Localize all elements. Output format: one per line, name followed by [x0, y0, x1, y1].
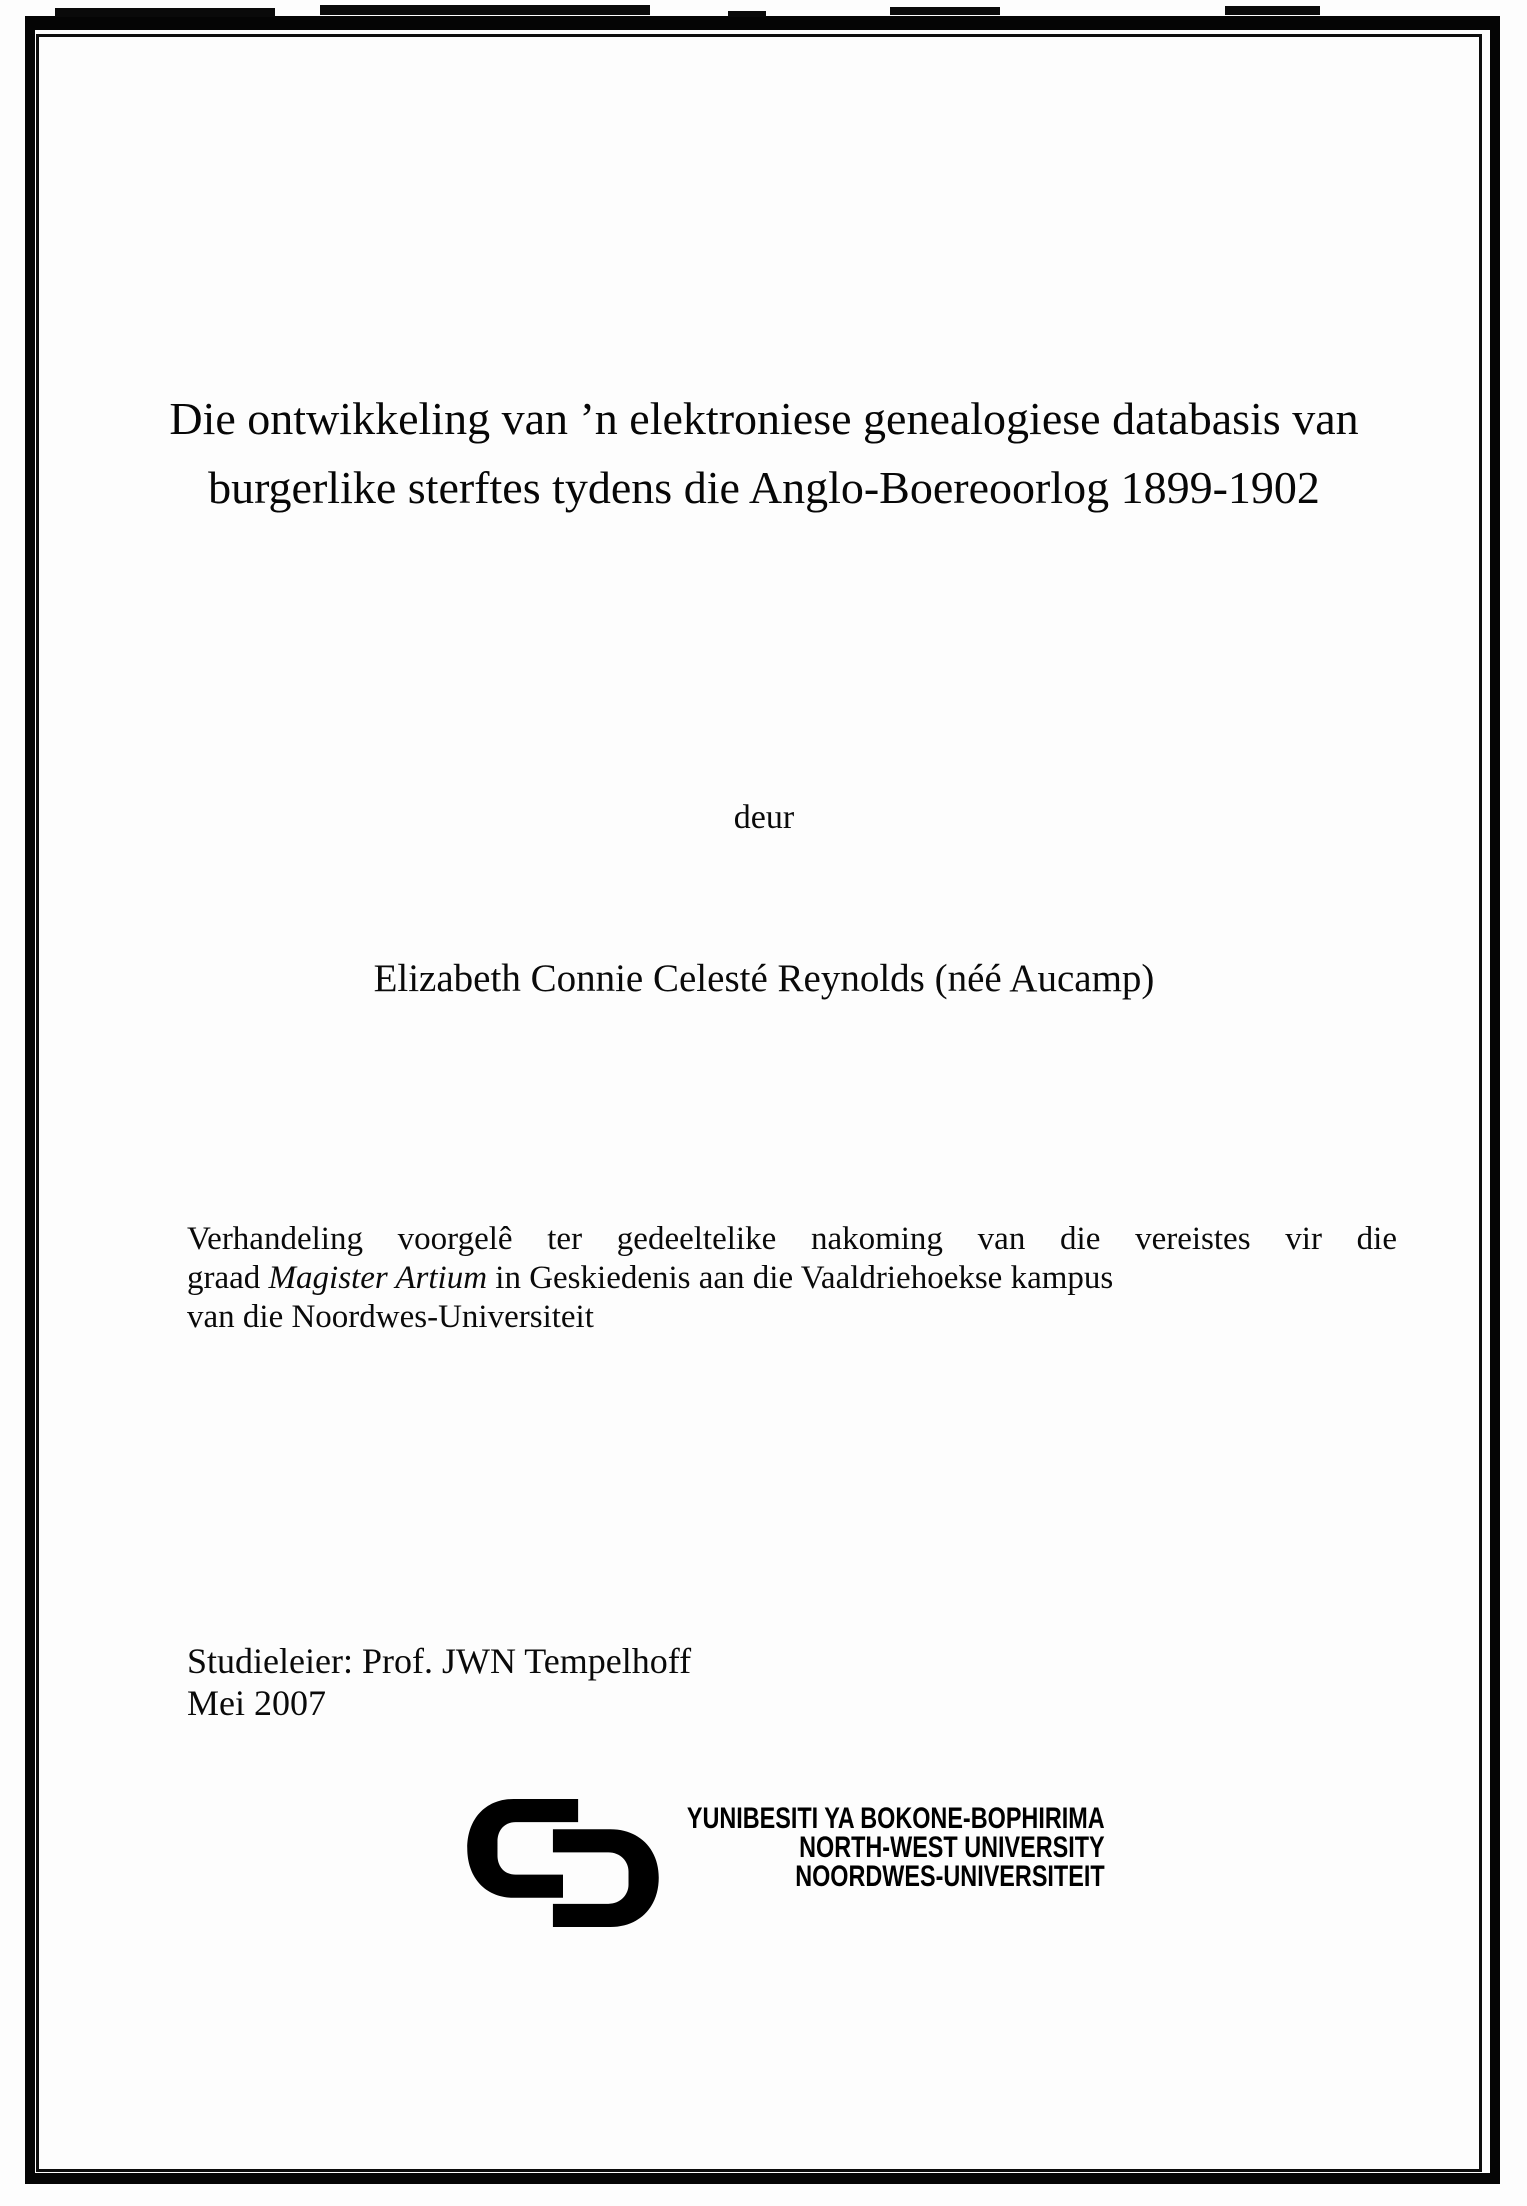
statement-degree-post: in Geskiedenis aan die Vaaldriehoekse kampus [487, 1260, 1114, 1296]
scan-artifact [55, 8, 275, 17]
author-name: Elizabeth Connie Celesté Reynolds (néé Aucamp) [373, 957, 1155, 1000]
supervisor-block [187, 1640, 1087, 1724]
supervisor-line: Studieleier: Prof. JWN Tempelhoff [187, 1641, 692, 1681]
statement-degree-pre: graad [187, 1260, 269, 1296]
thesis-title [64, 384, 1464, 522]
logo-text-afrikaans: NOORDWES-UNIVERSITEIT [795, 1860, 1105, 1893]
statement-degree-name: Magister Artium [268, 1260, 488, 1296]
nwu-chain-links-logo-icon [467, 1799, 659, 1927]
thesis-title-line1: Die ontwikkeling van ’n elektroniese genealogiese databasis van [169, 393, 1359, 444]
submission-statement-line2 [187, 1259, 1397, 1298]
scan-artifact [1225, 6, 1320, 15]
thesis-title-line2: burgerlike sterftes tydens die Anglo-Boereoorlog 1899-1902 [208, 462, 1320, 513]
scan-artifact [320, 5, 650, 15]
scan-artifact [728, 11, 766, 17]
university-logo [467, 1797, 1107, 1932]
logo-text-setswana: YUNIBESITI YA BOKONE-BOPHIRIMA [687, 1802, 1105, 1835]
submission-statement-line1: Verhandeling voorgelê ter gedeeltelike nakoming van die vereistes vir die [187, 1221, 1397, 1257]
scan-artifact [890, 7, 1000, 15]
logo-text-english: NORTH-WEST UNIVERSITY [799, 1831, 1105, 1864]
university-logo-text [687, 1804, 1105, 1891]
date-line: Mei 2007 [187, 1683, 326, 1723]
submission-statement-line3: van die Noordwes-Universiteit [187, 1299, 594, 1335]
submission-statement [187, 1220, 1397, 1337]
byline: deur [733, 799, 795, 836]
